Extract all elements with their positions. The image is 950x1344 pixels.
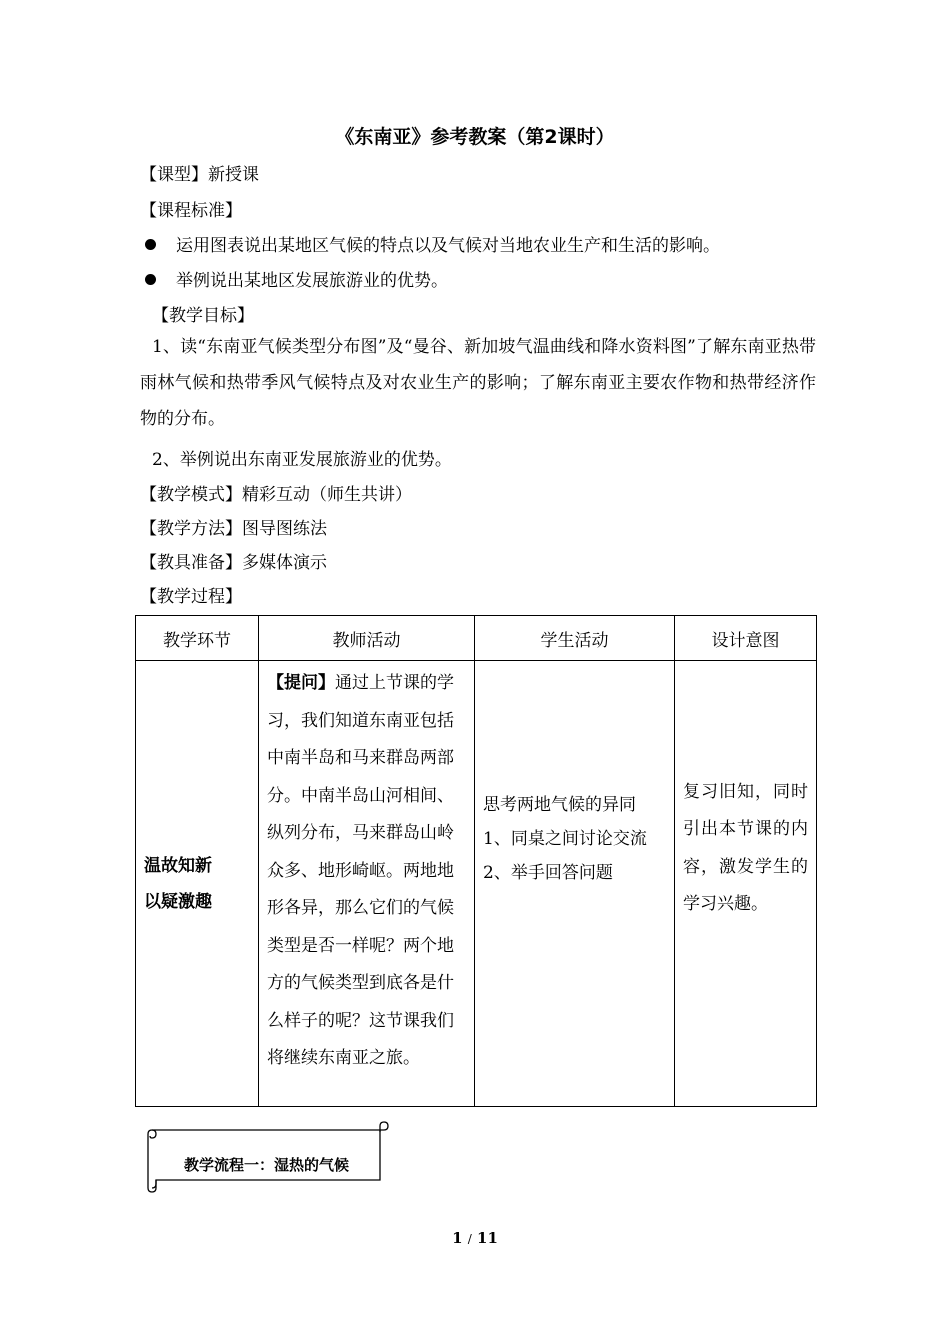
page-total: 11 — [477, 1229, 498, 1247]
goal-2: 2、举例说出东南亚发展旅游业的优势。 — [152, 450, 452, 470]
student-cell — [475, 661, 675, 1107]
header-cell: 学生活动 — [475, 616, 675, 661]
page-number — [0, 1229, 950, 1247]
stage-line: 以疑激趣 — [144, 891, 212, 912]
stage-line: 温故知新 — [144, 855, 212, 876]
goal-1: 1、读“东南亚气候类型分布图”及“曼谷、新加坡气温曲线和降水资料图”了解东南亚热带雨林气候和热带季风气候特点及对农业生产的影响；了解东南亚主要农作物和热带经济作物的分布。 — [140, 337, 816, 429]
intent-text: 复习旧知，同时引出本节课的内容，激发学生的学习兴趣。 — [683, 781, 808, 914]
page-title: 《东南亚》参考教案（第2课时） — [335, 126, 615, 148]
teacher-text: 通过上节课的学习，我们知道东南亚包括中南半岛和马来群岛两部分。中南半岛山河相间、纵列分布，马来群岛山岭众多、地形崎岖。两地地形各异，那么它们的气候类型是否一样呢？两个地方的气候类型到底各是什么样子的呢？这节课我们将继续东南亚之旅。 — [267, 673, 454, 1068]
header-cell: 教学环节 — [136, 616, 259, 661]
table-row — [136, 661, 817, 1107]
standard-item — [145, 266, 448, 291]
scroll-label: 教学流程一：湿热的气候 — [184, 1156, 350, 1174]
teaching-method: 【教学方法】图导图练法 — [140, 519, 327, 539]
process-table — [135, 615, 817, 1107]
student-line: 1、同桌之间讨论交流 — [483, 828, 647, 849]
question-tag: 【提问】 — [267, 673, 335, 693]
table-header-row — [136, 616, 817, 661]
standard-heading: 【课程标准】 — [140, 201, 242, 221]
student-line: 2、举手回答问题 — [483, 862, 613, 883]
student-line: 思考两地气候的异同 — [483, 794, 636, 815]
teaching-tools: 【教具准备】多媒体演示 — [140, 553, 327, 573]
bullet-icon — [145, 274, 156, 285]
course-type: 【课型】新授课 — [140, 165, 259, 185]
page-separator: / — [467, 1232, 472, 1246]
teacher-cell — [259, 661, 475, 1107]
header-cell: 教师活动 — [259, 616, 475, 661]
standard-text: 举例说出某地区发展旅游业的优势。 — [176, 271, 448, 291]
page-current: 1 — [452, 1229, 463, 1247]
bullet-icon — [145, 239, 156, 250]
teaching-mode: 【教学模式】精彩互动（师生共讲） — [140, 485, 412, 505]
goals-heading: 【教学目标】 — [152, 306, 254, 326]
standard-item — [145, 231, 720, 256]
standard-text: 运用图表说出某地区气候的特点以及气候对当地农业生产和生活的影响。 — [176, 236, 720, 256]
stage-cell — [136, 661, 259, 1107]
process-heading: 【教学过程】 — [140, 587, 242, 607]
header-cell: 设计意图 — [675, 616, 817, 661]
intent-cell — [675, 661, 817, 1107]
